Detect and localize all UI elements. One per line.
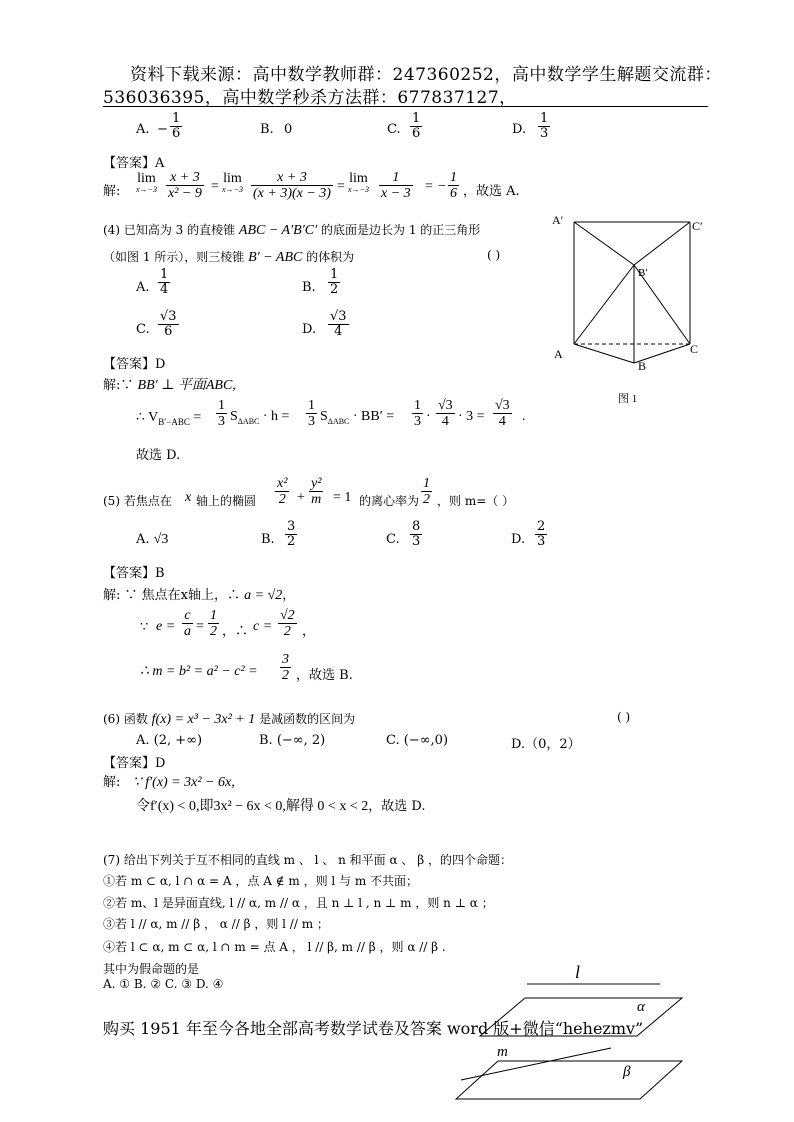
q5-answer: 【答案】B	[103, 566, 165, 581]
q7-proposition-3: ③若 l // α, m // β ， α // β ，则 l // m ；	[103, 917, 329, 931]
q3-result-sign: −	[438, 179, 446, 194]
label-c: C	[690, 342, 699, 356]
q6-answer: 【答案】D	[103, 756, 166, 771]
q7-question: 其中为假命题的是	[103, 962, 200, 976]
q4-paren: ( )	[487, 248, 501, 262]
q3-eq-1: =	[211, 179, 219, 194]
q6-paren: ( )	[617, 710, 631, 724]
header-line-1: 资料下载来源：高中数学教师群：247360252，高中数学学生解题交流群：	[130, 65, 722, 85]
q3-frac-1: $\frac{x + 3}{\text{x² − 9}}$	[168, 170, 202, 202]
q4-conclusion: 故选 D.	[136, 448, 181, 463]
q6-option-a: A. (2, +∞)	[136, 733, 203, 748]
header-line-2: 536036395，高中数学秒杀方法群：677837127，	[103, 88, 517, 108]
q3-option-a-frac: $\frac{1}{6}$	[172, 111, 181, 142]
q3-conclusion: ，故选 A.	[463, 184, 520, 199]
plane-beta	[456, 1061, 682, 1099]
q3-lim-1: lim x→−3	[136, 171, 157, 194]
q4-stem-line-2: （如图 1 所示），则三棱锥 B′ − ABC 的体积为	[103, 250, 355, 265]
q3-solution-prefix: 解:	[103, 184, 121, 199]
label-b1: B′	[638, 267, 648, 279]
q4-answer: 【答案】D	[103, 357, 166, 372]
q3-option-d-label: D.	[512, 122, 527, 137]
header-rule	[103, 106, 708, 107]
q3-option-c-frac: $\frac{1}{6}$	[412, 111, 421, 142]
q5-solution-line-3: ∴ m = b² = a² − c² = $\frac{3}{2}$ ，故选 B.	[140, 652, 353, 684]
line-m	[461, 1048, 611, 1080]
label-c1: C′	[692, 219, 703, 233]
q3-solution	[103, 170, 563, 210]
q3-option-d-frac: $\frac{1}{3}$	[540, 111, 549, 142]
q4-stem-line-1: (4) 已知高为 3 的直棱锥 ABC − A′B′C′ 的底面是边长为 1 的正三角形	[103, 223, 481, 238]
q7-proposition-4: ④若 l ⊂ α, m ⊂ α, l ∩ m = 点 A ， l // β, m // β ，则 α // β .	[103, 940, 446, 954]
figure-caption: 图 1	[618, 393, 638, 405]
prism-edge-c1b1	[634, 222, 690, 265]
q3-result-frac: $\frac{1}{6}$	[450, 170, 457, 202]
q3-lim-3: lim x→−3	[348, 171, 369, 194]
q3-eq-2: =	[337, 179, 345, 194]
q3-frac-2: $\frac{x + 3}{(x + 3)(x - 3)}$	[253, 170, 331, 202]
q7-options: A. ① B. ② C. ③ D. ④	[103, 977, 224, 991]
q6-solution-line-2: 令f′(x) < 0,即3x² − 6x < 0,解得 0 < x < 2，故选 D.	[136, 799, 426, 814]
q3-lim-2: lim x→−3	[222, 171, 243, 194]
q3-eq-3: =	[425, 179, 433, 194]
q6-option-b: B. (−∞, 2)	[259, 733, 326, 748]
prism-edge-ab	[574, 344, 634, 363]
label-beta: β	[623, 1064, 631, 1080]
label-alpha: α	[637, 999, 645, 1015]
q3-option-a-sign: −	[157, 122, 168, 137]
label-a: A	[554, 347, 563, 361]
q4-volume-formula: ∴ $V_{B'-ABC}$ = $\frac{1}{3}$ $S_{\Delta ABC} \cdot h$ = $\frac{1}{3}$ $S_{\Delta ABC} \cdot BB'$ = $\frac{1}{3}$ · $\frac{√3}{4}$ · 3 = $\frac{√3}{4}$ .	[136, 398, 526, 430]
q3-option-b-value: 0	[284, 122, 293, 137]
label-l: l	[575, 962, 581, 982]
q3-option-b-label: B.	[260, 122, 274, 137]
label-m: m	[497, 1044, 508, 1060]
q6-option-c: C. (−∞,0)	[386, 733, 449, 748]
q3-option-c-label: C.	[387, 122, 401, 137]
q6-solution-line-1: 解: ∵ f′(x) = 3x² − 6x,	[103, 775, 235, 790]
q7-proposition-2: ②若 m、l 是异面直线, l // α, m // α ，且 n ⊥ l , n ⊥ m ，则 n ⊥ α ；	[103, 896, 494, 910]
footer-note: 购买 1951 年至今各地全部高考数学试卷及答案 word 版+微信“hehezmv”	[103, 1019, 644, 1038]
q6-option-d: D.（0，2）	[511, 737, 581, 752]
label-b: B	[638, 359, 647, 373]
q3-frac-3: $\frac{1}{x - 3}$	[381, 170, 411, 202]
q6-stem: (6) 函数 f(x) = x³ − 3x² + 1 是减函数的区间为	[103, 712, 356, 727]
q3-answer: 【答案】A	[103, 156, 165, 171]
prism-edge-ab1	[574, 265, 634, 344]
q5-solution-line-1: 解: ∵ 焦点在x轴上，∴ a = √2，	[103, 588, 296, 603]
q5-stem: (5) 若焦点在 x 轴上的椭圆 $\frac{\text{x²}}{2}$ + $\frac{\text{y²}}{m}$ = 1 的离心率为 $\frac{1}{2}$ ，则 m=（ ）	[103, 476, 515, 508]
prism-figure	[550, 210, 720, 410]
prism-edge-a1b1	[574, 222, 634, 265]
q7-proposition-1: ①若 m ⊂ α, l ∩ α = A ，点 A ∉ m ，则 l 与 m 不共面；	[103, 874, 419, 888]
label-a1: A′	[552, 213, 564, 227]
q7-stem: (7) 给出下列关于互不相同的直线 m 、 l 、 n 和平面 α 、 β ，的四个命题：	[103, 853, 512, 867]
q3-option-a-label: A.	[136, 122, 150, 137]
q5-option-a: A. √3	[136, 532, 169, 547]
q4-solution-line-1: 解:∵ BB′ ⊥ 平面ABC,	[103, 378, 236, 393]
q5-solution-line-2: ∵ e = $\frac{c}{a}$ = $\frac{1}{2}$ ，∴ c = $\frac{√2}{2}$ ，	[140, 608, 316, 640]
